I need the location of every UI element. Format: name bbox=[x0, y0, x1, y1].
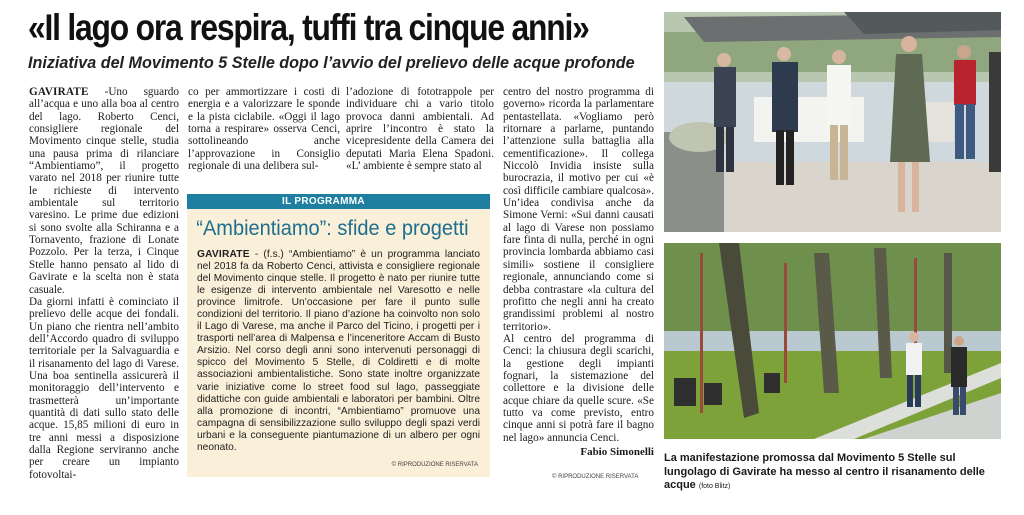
paragraph-4: centro del nostro programma di governo» ricorda la parlamentare pentastellata. «Vogliamo però ritornare a parlarne, puntando l’attenzione sulla battaglia alla cementificazione». Il collega Niccolò Invidia insiste sulla burocrazia, il motivo per cui «è così difficile cambiare qualcosa». Un’idea condivisa anche da Simone Verni: «Sui danni causati al lago di Varese non possiamo fare finta di nulla, perché in ogni provincia lombarda abbiamo casi simili» sostiene il consigliere regionale, annunciando come si debba contrastare «la cultura del profitto che negli anni ha creato grandissimi problemi al nostro territorio». bbox=[503, 86, 654, 333]
dateline: GAVIRATE bbox=[29, 86, 89, 98]
photo-caption-text: La manifestazione promossa dal Movimento 5 Stelle sul lungolago di Gavirate ha messo al centro il risanamento delle acque bbox=[664, 452, 985, 491]
paragraph-5: Al centro del programma di Cenci: la chiusura degli scarichi, la gestione degli impianti fognari, la sistemazione del collettore e la divisione delle acque chiare da quelle scure. «Se tutto va come previsto, entro cinque anni si potrà fare il bagno nel lago» annuncia Cenci. bbox=[503, 332, 654, 444]
photo-event-speakers-image bbox=[664, 12, 1001, 232]
photo-lakeside-park-image bbox=[664, 243, 1001, 439]
sidebar-dateline: GAVIRATE bbox=[197, 249, 250, 260]
article-column-1 bbox=[29, 86, 179, 481]
sidebar-body bbox=[197, 249, 480, 454]
photo-lakeside-park bbox=[664, 243, 1001, 439]
sidebar-title: “Ambientiamo”: sfide e progetti bbox=[196, 216, 469, 240]
photo-caption bbox=[664, 452, 1004, 494]
column-2-text: co per ammortizzare i costi di energia e a valorizzare le sponde e la pista ciclabile. «Oggi il lago torna a respirare» osserva Cenci, sottolineando anche l’approvazione in Consiglio regionale di una delibera sul- bbox=[188, 86, 340, 173]
photo-credit: (foto Blitz) bbox=[698, 483, 731, 490]
sidebar-box bbox=[187, 194, 490, 477]
sidebar-copyright: © RIPRODUZIONE RISERVATA bbox=[391, 462, 478, 468]
article-column-3 bbox=[346, 86, 494, 172]
column-3-text: l’adozione di fototrappole per individuare chi a vario titolo provoca danni ambientali. Ad aprire l’incontro è stato la vicepresidente della Camera dei deputati Maria Elena Spadoni. «L’ ambiente è sempre stato al bbox=[346, 86, 494, 173]
subheadline: Iniziativa del Movimento 5 Stelle dopo l’avvio del prelievo delle acque profonde bbox=[28, 53, 635, 72]
paragraph-1 bbox=[29, 86, 179, 296]
paragraph-2: Da giorni infatti è cominciato il prelievo delle acque dei fondali. Un piano che rientra nell’ambito dell’Accordo quadro di sviluppo territoriale per la Salvaguardia e il risanamento del lago di Varese. Una boa sentinella assicurerà il monitoraggio dell’intervento e trasmetterà un’importante quantità di dati sullo stato delle acque. 15,85 milioni di euro in tre anni messi a disposizione dalla Regione serviranno anche per creare un impianto fotovoltai- bbox=[29, 295, 179, 481]
article-column-4 bbox=[503, 86, 654, 458]
article-copyright: © RIPRODUZIONE RISERVATA bbox=[552, 474, 639, 480]
headline: «Il lago ora respira, tuffi tra cinque anni» bbox=[28, 7, 589, 48]
sidebar-body-text: - (f.s.) “Ambientiamo” è un programma lanciato nel 2018 fa da Roberto Cenci, attivista e consigliere regionale del Movimento cinque stelle. Il progetto è nato per riunire tutte le esigenze di intervento ambientale nel Varesotto e nelle province limitrofe. Un’occasione per fare il punto sulle condizioni del territorio. Il piano d’azione ha coinvolto non solo il Lago di Varese, ma anche il Parco del Ticino, i progetti per i trasporti nell’area di Malpensa e l’inceneritore Accam di Busto Arsizio. Nel corso degli anni sono intervenuti personaggi di spicco del Movimento 5 Stelle, di Coldiretti e di molte associazioni ambientalistiche. Sono state inoltre organizzate varie iniziative come lo street food sul lago, passeggiate didattiche con guide ambientali e laboratori per bambini. Oltre alla promozione di incontri, “Ambientiamo” promuove una campagna di sensibilizzazione sullo sviluppo degli spazi verdi urbani e la conseguente piantumazione di un albero per ogni neonato. bbox=[197, 249, 480, 453]
article-column-2 bbox=[188, 86, 340, 172]
photo-event-speakers bbox=[664, 12, 1001, 232]
sidebar-tag: IL PROGRAMMA bbox=[187, 194, 490, 209]
author-byline: Fabio Simonelli bbox=[580, 445, 654, 458]
paragraph-1-text: -Uno sguardo all’acqua e uno alla boa al centro del lago. Roberto Cenci, consigliere regionale del Movimento cinque stelle, studia una pausa prima di rilanciare “Ambientiamo”, il progetto varato nel 2018 per riunire tutte le richieste di intervento ambientale sul territorio varesino. Le prime due edizioni si sono svolte alla Schiranna e a Tornavento, frazione di Lonate Pozzolo. Per la terza, i Cinque Stelle hanno pensato al lido di Gavirate e la scelta non è stata casuale. bbox=[29, 86, 179, 296]
